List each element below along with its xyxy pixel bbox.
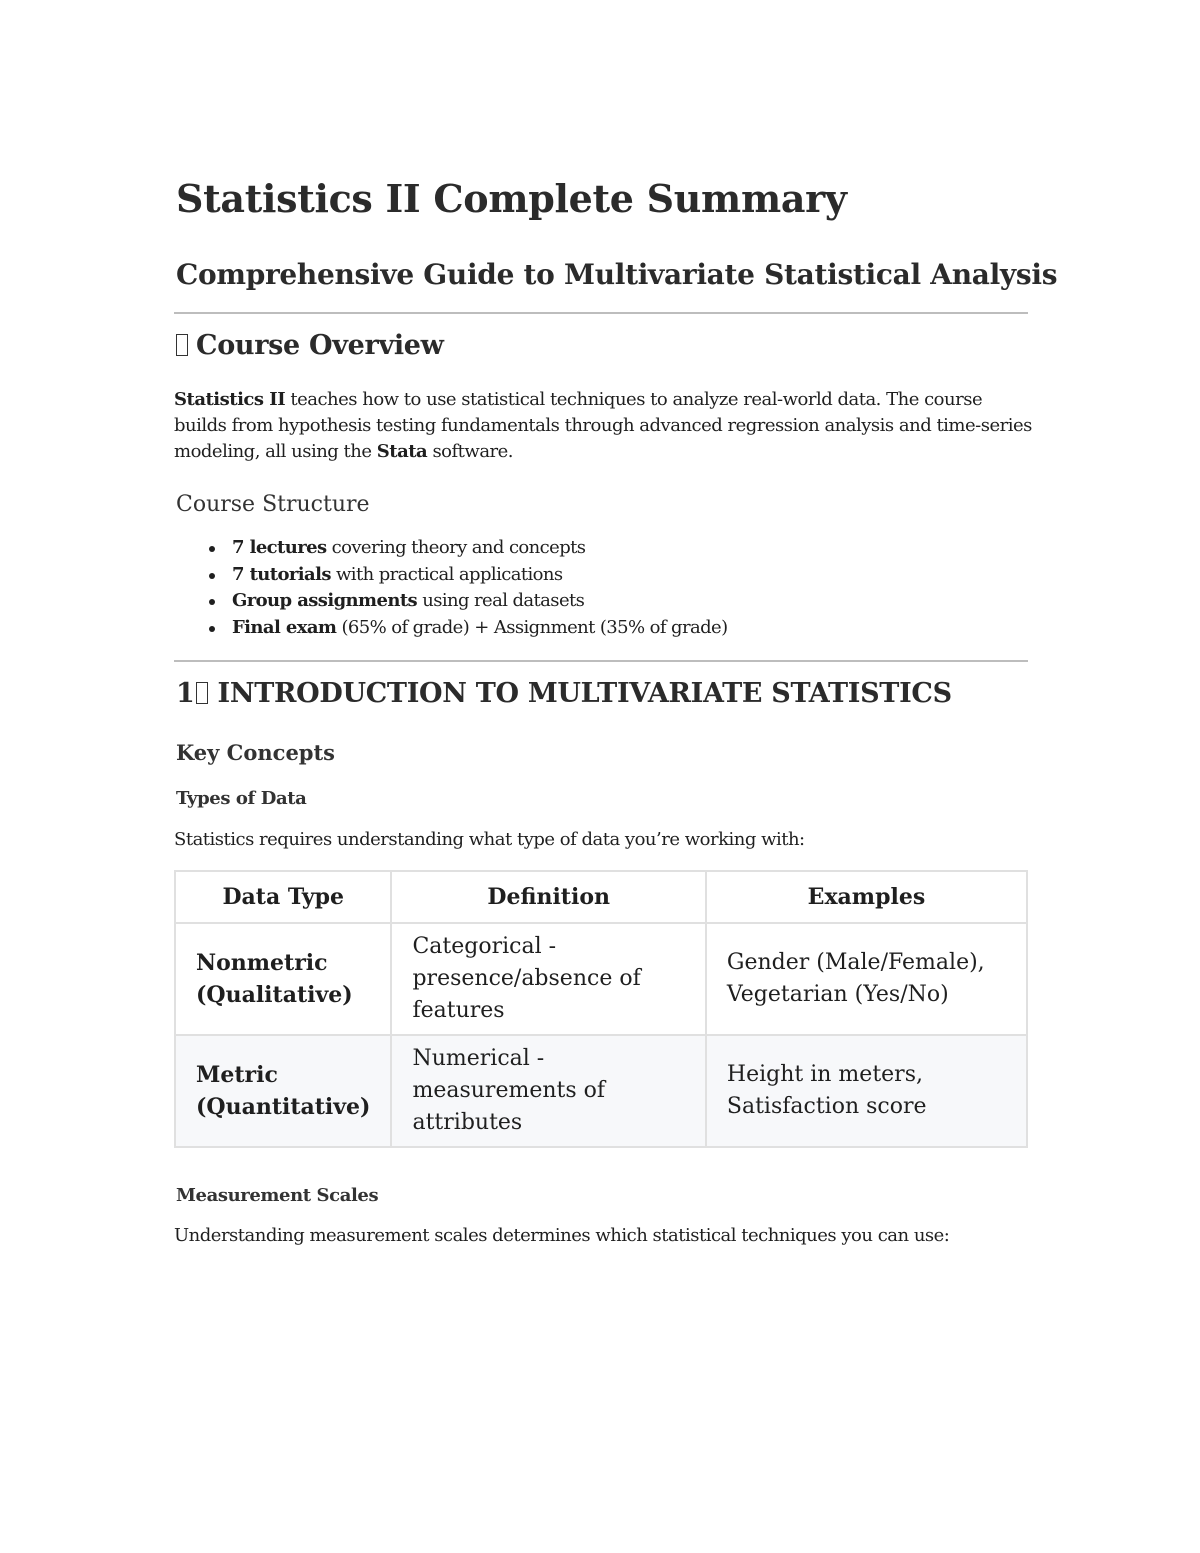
- list-item-text: with practical applications: [330, 563, 563, 585]
- list-item: [174, 535, 728, 562]
- section-heading-text: Course Overview: [196, 330, 444, 361]
- section-heading-course-overview: [176, 330, 444, 361]
- document-subtitle: Comprehensive Guide to Multivariate Statistical Analysis: [176, 258, 1058, 291]
- list-item: [174, 588, 728, 615]
- list-item-bold: 7 tutorials: [232, 563, 331, 585]
- table-row: [175, 923, 1027, 1035]
- cell-data-type: Metric (Quantitative): [175, 1035, 391, 1147]
- section-heading-introduction: [176, 678, 952, 709]
- table-row: [175, 1035, 1027, 1147]
- cell-definition: Categorical - presence/absence of features: [391, 923, 705, 1035]
- types-of-data-paragraph: Statistics requires understanding what type of data you’re working with:: [174, 829, 805, 850]
- measurement-scales-heading: Measurement Scales: [176, 1185, 379, 1206]
- column-header-definition: Definition: [391, 871, 705, 923]
- list-item-bold: Group assignments: [232, 590, 418, 611]
- course-structure-list: [174, 535, 728, 641]
- bold-software: Stata: [376, 441, 428, 462]
- table-header-row: [175, 871, 1027, 923]
- horizontal-divider: [174, 312, 1028, 314]
- column-header-examples: Examples: [706, 871, 1027, 923]
- list-item-text: (65% of grade) + Assignment (35% of grade): [336, 616, 728, 638]
- measurement-scales-paragraph: Understanding measurement scales determines which statistical techniques you can use:: [174, 1225, 950, 1246]
- list-item-bold: 7 lectures: [232, 537, 327, 558]
- list-item-text: using real datasets: [417, 590, 585, 611]
- document-title: Statistics II Complete Summary: [176, 176, 847, 221]
- types-of-data-heading: Types of Data: [176, 788, 307, 809]
- missing-glyph-icon: [176, 334, 188, 356]
- bold-lead: Statistics II: [174, 389, 286, 410]
- overview-text-1: teaches how to use statistical techniques to analyze real-world data. The course builds from hypothesis testing fundamentals through advanced regression analysis and time-series modeling, all using the: [174, 389, 1032, 462]
- list-item: [174, 615, 728, 642]
- cell-definition: Numerical - measurements of attributes: [391, 1035, 705, 1147]
- cell-examples: Gender (Male/Female), Vegetarian (Yes/No): [706, 923, 1027, 1035]
- section-number: 1: [176, 678, 195, 709]
- course-structure-heading: Course Structure: [176, 492, 370, 517]
- overview-paragraph: [174, 387, 1034, 465]
- key-concepts-heading: Key Concepts: [176, 740, 336, 765]
- section-heading-text: INTRODUCTION TO MULTIVARIATE STATISTICS: [217, 678, 952, 709]
- cell-examples: Height in meters, Satisfaction score: [706, 1035, 1027, 1147]
- missing-glyph-icon: [196, 682, 208, 704]
- data-types-table: [174, 870, 1028, 1148]
- overview-text-2: software.: [427, 441, 514, 462]
- column-header-data-type: Data Type: [175, 871, 391, 923]
- list-item-bold: Final exam: [232, 616, 337, 638]
- list-item: [174, 562, 728, 589]
- list-item-text: covering theory and concepts: [326, 537, 586, 558]
- horizontal-divider: [174, 660, 1028, 662]
- cell-data-type: Nonmetric (Qualitative): [175, 923, 391, 1035]
